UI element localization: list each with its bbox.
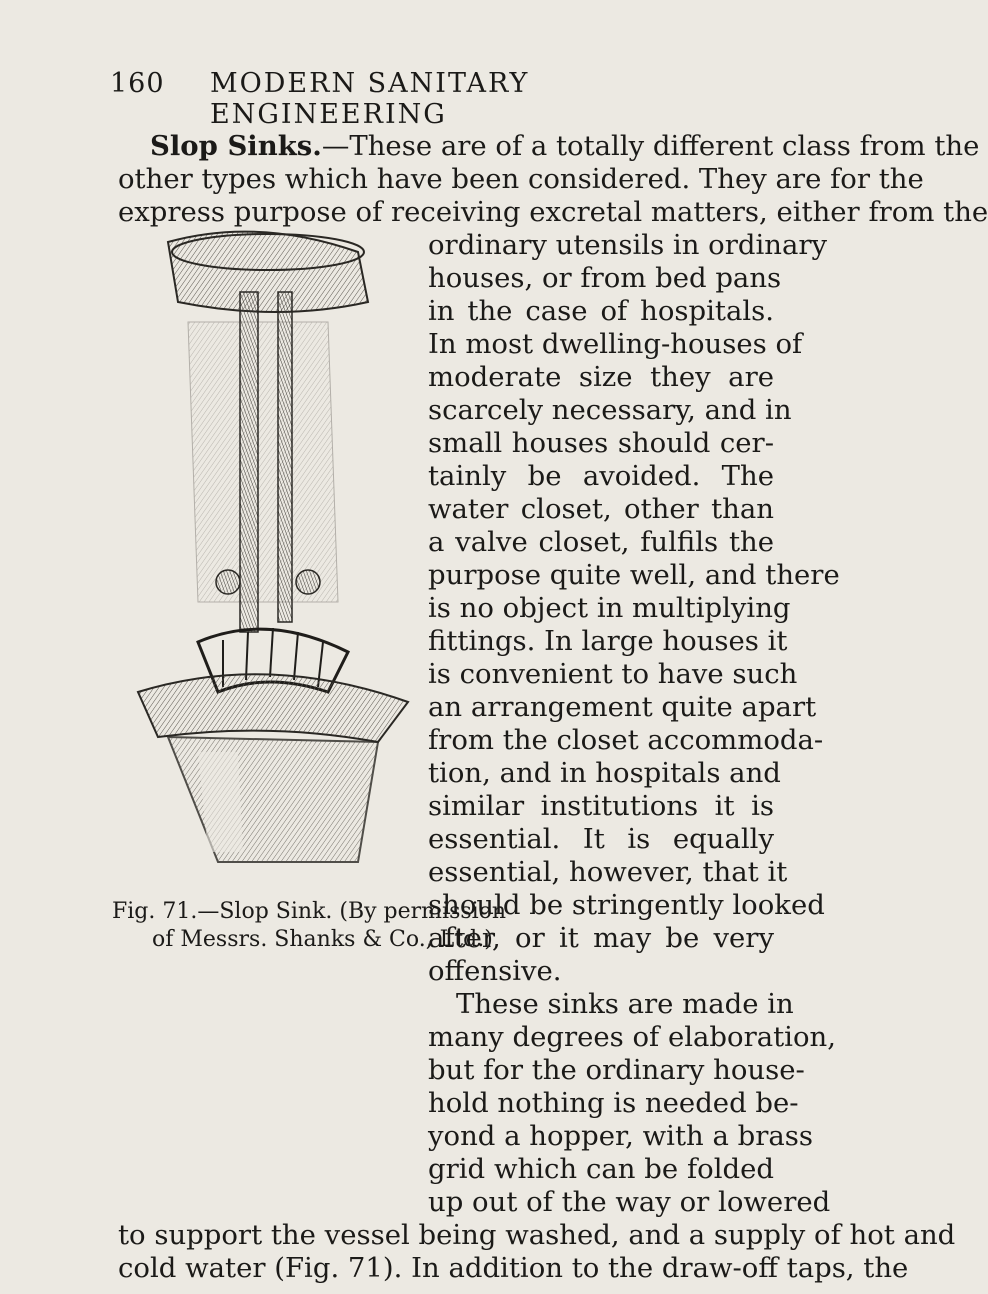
text-line: after, or it may be very	[428, 922, 774, 954]
text-line: moderate size they are	[428, 361, 774, 393]
text-line: In most dwelling-houses of	[428, 328, 803, 360]
text-line: but for the ordinary house-	[428, 1054, 805, 1086]
text-line: cold water (Fig. 71). In addition to the draw-off taps, the	[118, 1252, 909, 1284]
text-line: essential. It is equally	[428, 823, 774, 855]
text-line: similar institutions it is	[428, 790, 774, 822]
text-line: in the case of hospitals.	[428, 295, 774, 327]
text-line: is no object in multiplying	[428, 592, 791, 624]
text-line: an arrangement quite apart	[428, 691, 817, 723]
text-line: is convenient to have such	[428, 658, 798, 690]
text-line: should be stringently looked	[428, 889, 825, 921]
text-line: offensive.	[428, 955, 562, 987]
text-line: water closet, other than	[428, 493, 774, 525]
text-line: tainly be avoided. The	[428, 460, 774, 492]
page-header	[110, 68, 670, 130]
text-line: grid which can be folded	[428, 1153, 774, 1185]
text-line: to support the vessel being washed, and a supply of hot and	[118, 1219, 956, 1251]
text-line: from the closet accommoda-	[428, 724, 824, 756]
section-heading: Slop Sinks.	[150, 130, 322, 162]
figure-caption: Fig. 71.—Slop Sink. (By permission	[112, 899, 507, 924]
text-line: houses, or from bed pans	[428, 262, 782, 294]
text-line: a valve closet, fulfils the	[428, 526, 774, 558]
slop-sink-illustration	[128, 222, 420, 872]
text-line: express purpose of receiving excretal matters, either from the	[118, 196, 988, 228]
text-line: These sinks are made in	[456, 988, 794, 1020]
text-line: small houses should cer-	[428, 427, 774, 459]
text-line: yond a hopper, with a brass	[428, 1120, 813, 1152]
text-line	[150, 130, 980, 163]
text-line: tion, and in hospitals and	[428, 757, 781, 789]
text-line: ordinary utensils in ordinary	[428, 229, 828, 261]
page-number: 160	[110, 68, 165, 99]
text-line-fragment: —These are of a totally different class from the	[321, 130, 980, 162]
text-line: scarcely necessary, and in	[428, 394, 792, 426]
text-line: fittings. In large houses it	[428, 625, 788, 657]
text-line: essential, however, that it	[428, 856, 788, 888]
text-line: many degrees of elaboration,	[428, 1021, 836, 1053]
text-line: hold nothing is needed be-	[428, 1087, 799, 1119]
figure-caption-credit: of Messrs. Shanks & Co., Ltd.)	[152, 927, 493, 952]
text-line: up out of the way or lowered	[428, 1186, 831, 1218]
running-title: MODERN SANITARY ENGINEERING	[210, 68, 530, 130]
text-line: other types which have been considered. They are for the	[118, 163, 924, 195]
text-line: purpose quite well, and there	[428, 559, 840, 591]
